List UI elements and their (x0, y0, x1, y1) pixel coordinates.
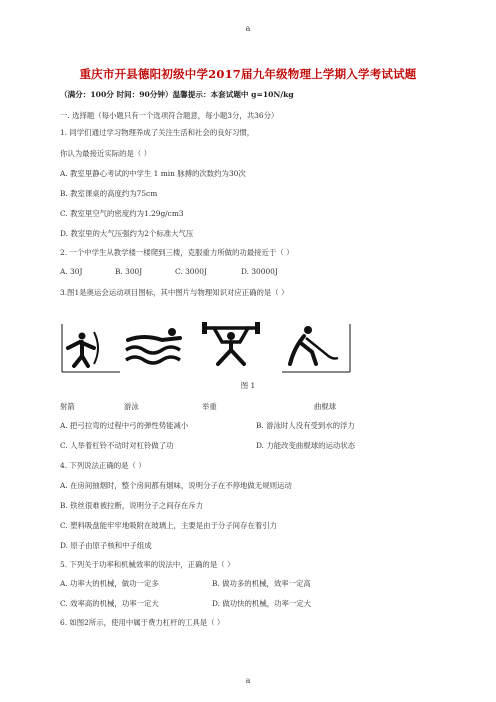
q3-options-row2 (60, 440, 355, 451)
q2-option-c: C. 3000J (175, 267, 207, 276)
page-footer-mark: a (245, 676, 251, 685)
label-swimming: 游泳 (124, 402, 139, 411)
label-archery: 射箭 (60, 402, 75, 411)
page-header-mark: a (245, 24, 251, 33)
q5-options-row2 (60, 598, 311, 609)
label-weightlifting: 举重 (202, 402, 217, 411)
archery-pictogram-icon (60, 318, 122, 374)
q1-stem-line1: 1. 同学们通过学习物理养成了关注生活和社会的良好习惯， (60, 128, 255, 137)
exam-subtitle: （满分：100分 时间：90分钟）温馨提示：本套试题中 g=10N/kg (60, 90, 294, 99)
q4-option-a: A. 在房间抽烟时，整个房间都有烟味，说明分子在不停地做无规则运动 (60, 481, 292, 490)
q4-stem: 4. 下列说法正确的是（ ） (60, 461, 146, 470)
q2-stem: 2. 一个中学生从教学楼一楼爬到三楼，克服重力所做的功最接近于（ ） (60, 248, 294, 257)
q1-option-a: A. 教室里静心考试的中学生 1 min 脉搏的次数约为30次 (60, 169, 246, 178)
q2-option-d: D. 30000J (241, 267, 278, 276)
label-hockey: 曲棍球 (314, 402, 337, 411)
q1-option-c: C. 教室里空气的密度约为1.29g/cm3 (60, 209, 184, 218)
q5-option-b: B. 做功多的机械，效率一定高 (212, 579, 311, 588)
q1-stem-line2: 你认为最接近实际的是（ ） (60, 149, 152, 158)
q3-option-d: D. 力能改变曲棍球的运动状态 (256, 441, 356, 450)
q4-option-c: C. 塑料吸盘能牢牢地吸附在玻璃上，主要是由于分子间存在着引力 (60, 521, 278, 530)
weightlifting-pictogram-icon (200, 318, 264, 374)
q5-option-a: A. 功率大的机械，做功一定多 (60, 579, 159, 588)
q2-options (60, 267, 278, 276)
q3-option-c: C. 人举着杠铃不动时对杠铃做了功 (60, 441, 174, 450)
q1-option-b: B. 教室课桌的高度约为75cm (60, 189, 158, 198)
q4-option-d: D. 原子由原子核和中子组成 (60, 541, 152, 550)
swimming-pictogram-icon (122, 318, 194, 374)
q3-option-a: A. 把弓拉弯的过程中弓的弹性势能减小 (60, 421, 189, 430)
q3-options-row1 (60, 420, 355, 431)
q6-stem: 6. 如图2所示，使用中属于费力杠杆的工具是（ ） (60, 618, 225, 627)
q3-option-b: B. 游泳时人没有受到水的浮力 (256, 421, 355, 430)
q1-option-d: D. 教室里的大气压强约为2个标准大气压 (60, 229, 194, 238)
q4-option-b: B. 铁丝很难被拉断，说明分子之间存在斥力 (60, 501, 204, 510)
q2-option-a: A. 30J (60, 267, 83, 276)
q5-option-c: C. 效率高的机械，功率一定大 (60, 599, 159, 608)
q3-stem: 3.图1是奥运会运动项目图标，其中图片与物理知识对应正确的是（ ） (60, 288, 289, 297)
q2-option-b: B. 300J (115, 267, 143, 276)
q5-stem: 5. 下列关于功率和机械效率的说法中，正确的是（ ） (60, 560, 235, 569)
figure-1-caption: 图 1 (240, 381, 256, 390)
q5-options-row1 (60, 578, 311, 589)
hockey-pictogram-icon (282, 318, 352, 374)
olympic-pictograms-figure (60, 318, 352, 374)
section-heading: 一. 选择题（每小题只有一个选项符合题意，每小题3分，共36分） (60, 111, 279, 120)
q5-option-d: D. 做功快的机械，功率一定大 (212, 599, 312, 608)
exam-title: 重庆市开县德阳初级中学2017届九年级物理上学期入学考试试题 (79, 67, 417, 81)
